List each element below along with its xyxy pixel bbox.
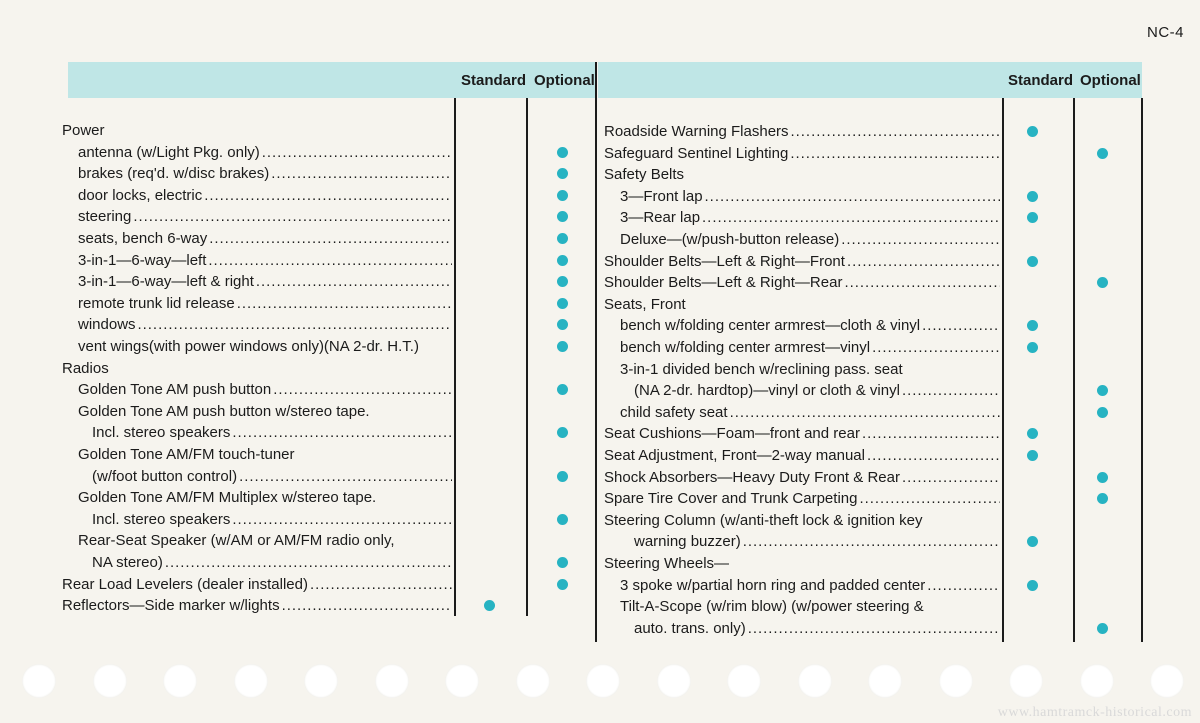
right-item-label: Steering Column (w/anti-theft lock & ignition key [604,511,923,529]
right-item-label: bench w/folding center armrest—cloth & vinyl [620,317,921,335]
left-item-label: remote trunk lid release [78,294,235,312]
optional-marker-dot [1097,407,1108,418]
right-column-rule-3 [1141,98,1143,642]
left-item-row [62,358,452,379]
optional-marker-dot [557,319,568,330]
right-item-label: 3-in-1 divided bench w/reclining pass. seat [620,360,903,378]
right-item-row [620,337,1000,358]
left-item-row [92,509,452,530]
binder-hole [163,664,197,698]
right-item-label: Spare Tire Cover and Trunk Carpeting [604,490,858,508]
left-item-label: Rear-Seat Speaker (w/AM or AM/FM radio only, [78,532,395,550]
left-item-row [62,595,452,616]
leader-dots [791,121,1000,142]
right-item-row [620,596,1000,617]
left-item-row [92,422,452,443]
left-column-rule-1 [454,98,456,616]
binder-hole [586,664,620,698]
left-item-label: Radios [62,359,109,377]
leader-dots [748,618,1000,639]
binder-hole [375,664,409,698]
left-item-row [62,574,452,595]
left-item-label: 3-in-1—6-way—left & right [78,273,254,291]
leader-dots [271,163,452,184]
optional-marker-dot [557,147,568,158]
leader-dots [702,207,1000,228]
left-item-row [92,552,452,573]
left-item-label: steering [78,208,132,226]
right-item-label: Roadside Warning Flashers [604,123,789,140]
standard-marker-dot [1027,536,1038,547]
optional-marker-dot [1097,385,1108,396]
leader-dots [872,337,1000,358]
left-item-label: 3-in-1—6-way—left [78,251,207,269]
optional-marker-dot [1097,493,1108,504]
leader-dots [790,143,1000,164]
leader-dots [844,272,1000,293]
right-item-row [634,531,1000,552]
right-item-label: Seats, Front [604,295,686,313]
right-item-label: (NA 2-dr. hardtop)—vinyl or cloth & vinyl [634,382,900,400]
optional-marker-dot [1097,472,1108,483]
leader-dots [204,185,452,206]
standard-marker-dot [1027,580,1038,591]
left-item-row [78,293,452,314]
right-item-label: Shoulder Belts—Left & Right—Rear [604,274,843,292]
standard-marker-dot [1027,191,1038,202]
left-item-row [78,379,452,400]
right-item-row [620,229,1000,250]
left-item-label: NA stereo) [92,554,163,571]
leader-dots [902,467,1000,488]
right-item-row [604,121,1000,142]
binder-hole [657,664,691,698]
optional-marker-dot [557,384,568,395]
left-item-row [78,401,452,422]
left-item-label: antenna (w/Light Pkg. only) [78,143,260,161]
left-item-label: Reflectors—Side marker w/lights [62,597,280,615]
optional-marker-dot [557,341,568,352]
leader-dots [133,206,452,227]
binder-hole [22,664,56,698]
right-item-row [620,315,1000,336]
standard-marker-dot [1027,450,1038,461]
left-item-row [62,120,452,141]
leader-dots [922,315,1000,336]
right-item-row [604,251,1000,272]
leader-dots [262,142,452,163]
leader-dots [902,380,1000,401]
standard-marker-dot [1027,126,1038,137]
leader-dots [208,250,452,271]
left-item-label: door locks, electric [78,186,203,204]
left-item-label: Golden Tone AM/FM Multiplex w/stereo tape. [78,489,377,507]
left-optional-header: Optional [534,72,595,89]
right-item-label: Safeguard Sentinel Lighting [604,144,789,162]
standard-marker-dot [1027,320,1038,331]
right-item-label: Shoulder Belts—Left & Right—Front [604,252,845,270]
leader-dots [859,488,1000,509]
right-item-label: warning buzzer) [634,533,741,551]
left-item-row [78,271,452,292]
left-standard-header: Standard [461,72,527,89]
right-item-label: auto. trans. only) [634,619,746,637]
right-item-row [604,445,1000,466]
standard-marker-dot [1027,342,1038,353]
left-item-label: Incl. stereo speakers [92,424,231,442]
watermark: www.hamtramck-historical.com [997,705,1192,720]
leader-dots [867,445,1000,466]
binder-hole [939,664,973,698]
optional-marker-dot [557,233,568,244]
leader-dots [256,271,452,292]
left-item-row [78,336,452,357]
right-column-rule-1 [1002,98,1004,642]
left-item-label: vent wings(with power windows only)(NA 2-dr. H.T.) [78,338,419,355]
right-optional-header: Optional [1080,72,1141,89]
leader-dots [927,575,1000,596]
left-item-label: (w/foot button control) [92,467,238,485]
right-item-row [604,143,1000,164]
leader-dots [847,251,1000,272]
left-item-row [78,530,452,551]
optional-marker-dot [557,190,568,201]
binder-hole [304,664,338,698]
left-item-label: Rear Load Levelers (dealer installed) [62,575,308,593]
left-item-row [92,466,452,487]
left-item-row [78,314,452,335]
standard-marker-dot [484,600,495,611]
right-item-row [604,553,1000,574]
optional-marker-dot [557,255,568,266]
left-item-label: Golden Tone AM push button w/stereo tape. [78,402,370,420]
leader-dots [743,531,1000,552]
right-item-label: Deluxe—(w/push-button release) [620,231,840,248]
standard-marker-dot [1027,212,1038,223]
leader-dots [138,314,452,335]
left-item-label: windows [78,316,136,334]
binder-hole [445,664,479,698]
leader-dots [730,402,1000,423]
left-item-label: Golden Tone AM push button [78,381,272,399]
binder-hole [798,664,832,698]
right-item-row [620,575,1000,596]
left-item-row [78,185,452,206]
right-item-row [604,272,1000,293]
left-item-label: Incl. stereo speakers [92,510,231,528]
optional-marker-dot [557,427,568,438]
right-item-label: bench w/folding center armrest—vinyl [620,339,871,356]
right-item-row [604,423,1000,444]
right-item-row [604,510,1000,531]
optional-marker-dot [1097,148,1108,159]
left-item-row [78,250,452,271]
right-item-label: Steering Wheels— [604,555,730,572]
binder-hole [727,664,761,698]
optional-marker-dot [1097,623,1108,634]
right-item-label: Tilt-A-Scope (w/rim blow) (w/power steering & [620,598,924,616]
optional-marker-dot [1097,277,1108,288]
leader-dots [239,466,452,487]
right-item-row [604,164,1000,185]
right-item-row [604,467,1000,488]
standard-marker-dot [1027,256,1038,267]
leader-dots [232,422,452,443]
right-item-label: 3—Rear lap [620,209,701,227]
right-item-row [604,488,1000,509]
optional-marker-dot [557,168,568,179]
leader-dots [841,229,1000,250]
optional-marker-dot [557,298,568,309]
standard-marker-dot [1027,428,1038,439]
optional-marker-dot [557,276,568,287]
leader-dots [310,574,452,595]
right-standard-header: Standard [1008,72,1074,89]
optional-marker-dot [557,557,568,568]
right-item-row [620,207,1000,228]
leader-dots [862,423,1000,444]
right-item-row [620,186,1000,207]
left-item-label: seats, bench 6-way [78,230,208,247]
right-item-row [634,618,1000,639]
right-item-label: Seat Adjustment, Front—2-way manual [604,447,865,464]
left-item-row [78,487,452,508]
binder-hole [1009,664,1043,698]
left-item-label: Golden Tone AM/FM touch-tuner [78,446,295,463]
leader-dots [273,379,452,400]
left-item-row [78,142,452,163]
center-divider [595,62,597,642]
right-item-row [604,294,1000,315]
leader-dots [165,552,452,573]
right-item-label: Shock Absorbers—Heavy Duty Front & Rear [604,468,900,486]
left-item-row [78,206,452,227]
right-item-label: 3 spoke w/partial horn ring and padded center [620,576,926,594]
right-item-row [620,359,1000,380]
right-item-label: Seat Cushions—Foam—front and rear [604,425,860,443]
leader-dots [209,228,452,249]
leader-dots [237,293,452,314]
optional-marker-dot [557,579,568,590]
binder-hole [234,664,268,698]
left-item-row [78,163,452,184]
binder-hole [93,664,127,698]
page-code: NC-4 [1146,24,1184,41]
right-item-label: 3—Front lap [620,187,703,205]
binder-hole [1150,664,1184,698]
optional-marker-dot [557,514,568,525]
right-column-rule-2 [1073,98,1075,642]
leader-dots [705,186,1000,207]
left-item-row [78,444,452,465]
binder-hole [868,664,902,698]
left-item-label: Power [62,122,105,139]
leader-dots [282,595,452,616]
binder-hole [516,664,550,698]
left-item-row [78,228,452,249]
left-column-rule-2 [526,98,528,616]
left-item-label: brakes (req'd. w/disc brakes) [78,165,270,183]
optional-marker-dot [557,471,568,482]
optional-marker-dot [557,211,568,222]
right-item-label: child safety seat [620,403,728,421]
binder-hole [1080,664,1114,698]
right-item-label: Safety Belts [604,166,685,184]
right-item-row [634,380,1000,401]
leader-dots [232,509,452,530]
right-item-row [620,402,1000,423]
